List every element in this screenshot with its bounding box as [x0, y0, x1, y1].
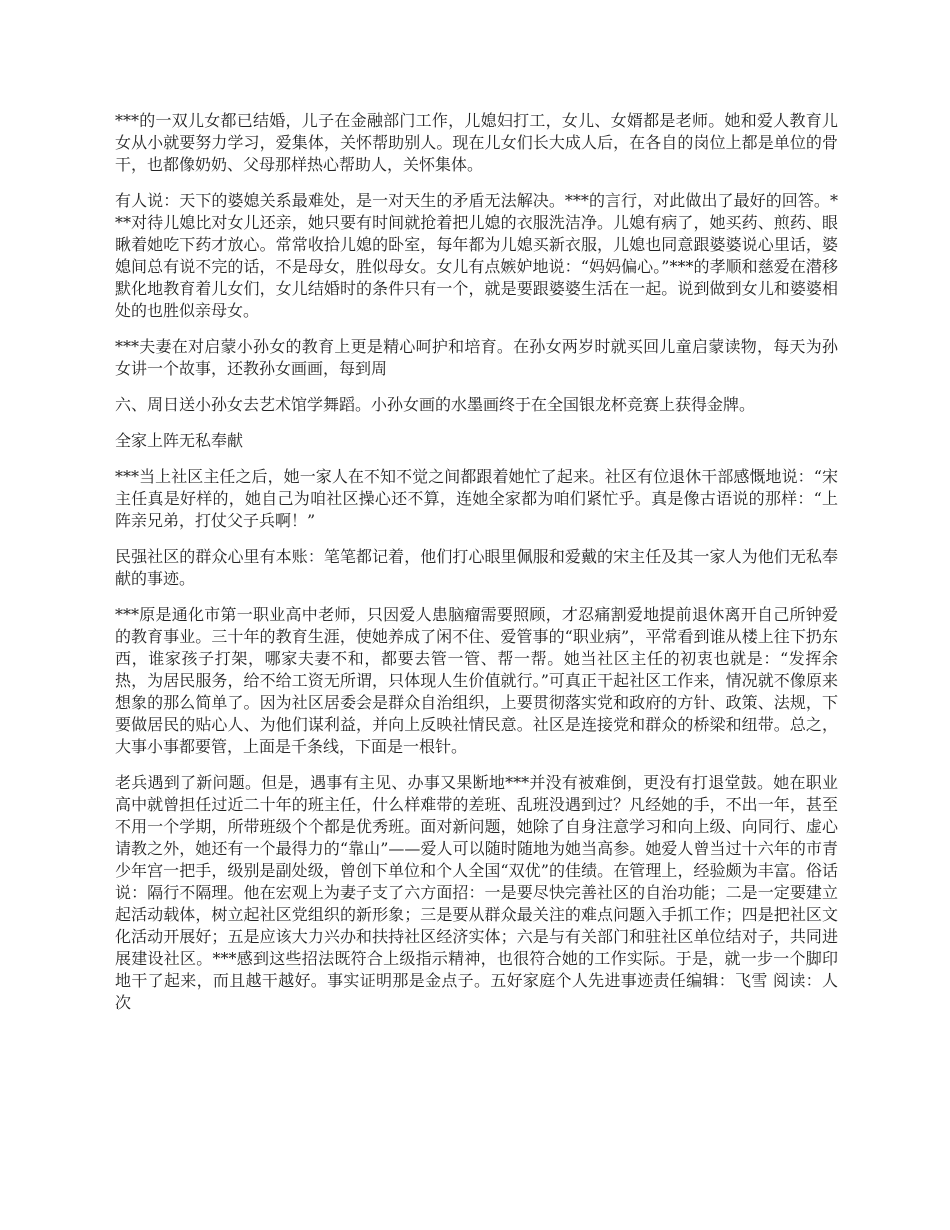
paragraph-new-problems: 老兵遇到了新问题。但是，遇事有主见、办事又果断地***并没有被难倒，更没有打退堂鼓。她在职业高中就曾担任过近二十年的班主任，什么样难带的差班、乱班没遇到过？凡经她的手，不出一年，甚至不用一个学期，所带班级个个都是优秀班。面对新问题，她除了自身注意学习和向上级、向同行、虚心请教之外，她还有一个最得力的“靠山”——爱人可以随时随地为她当高参。她爱人曾当过十六年的市青少年宫一把手，级别是副处级，曾创下单位和个人全国“双优”的佳绩。在管理上，经验颇为丰富。俗话说：隔行不隔理。他在宏观上为妻子支了六方面招：一是要尽快完善社区的自治功能；二是一定要建立起活动载体，树立起社区党组织的新形象；三是要从群众最关注的难点问题入手抓工作；四是把社区文化活动开展好；五是应该大力兴办和扶持社区经济实体；六是与有关部门和驻社区单位结对子，共同进展建设社区。***感到这些招法既符合上级指示精神，也很符合她的工作实际。于是，就一步一个脚印地干了起来，而且越干越好。事实证明那是金点子。五好家庭个人先进事迹责任编辑：飞雪 阅读：人次 [115, 773, 838, 1012]
paragraph-children-education: ***的一双儿女都已结婚，儿子在金融部门工作，儿媳妇打工，女儿、女婿都是老师。她和爱人教育儿女从小就要努力学习，爱集体，关怀帮助别人。现在儿女们长大成人后，在各自的岗位上都是单位的骨干，也都像奶奶、父母那样热心帮助人，关怀集体。 [115, 111, 838, 174]
paragraph-granddaughter-education: ***夫妻在对启蒙小孙女的教育上更是精心呵护和培育。在孙女两岁时就买回儿童启蒙读物，每天为孙女讲一个故事，还教孙女画画，每到周 [115, 337, 838, 378]
paragraph-mother-in-law-relations: 有人说：天下的婆媳关系最难处，是一对天生的矛盾无法解决。***的言行，对此做出了最好的回答。***对待儿媳比对女儿还亲，她只要有时间就抢着把儿媳的衣服洗洁净。儿媳有病了，她买药、煎药、眼瞅着她吃下药才放心。常常收拾儿媳的卧室，每年都为儿媳买新衣服，儿媳也同意跟婆婆说心里话，婆媳间总有说不完的话，不是母女，胜似母女。女儿有点嫉妒地说：“妈妈偏心。”***的孝顺和慈爱在潜移默化地教育着儿女们，女儿结婚时的条件只有一个，就是要跟婆婆生活在一起。说到做到女儿和婆婆相处的也胜似亲母女。 [115, 191, 838, 320]
paragraph-community-director: ***当上社区主任之后，她一家人在不知不觉之间都跟着她忙了起来。社区有位退休干部感慨地说：“宋主任真是好样的，她自己为咱社区操心还不算，连她全家都为咱们紧忙乎。真是像古语说的那样：“上阵亲兄弟，打仗父子兵啊！” [115, 467, 838, 530]
document-body [115, 110, 838, 1028]
paragraph-background: ***原是通化市第一职业高中老师，只因爱人患脑瘤需要照顾，才忍痛割爱地提前退休离开自己所钟爱的教育事业。三十年的教育生涯，使她养成了闲不住、爱管事的“职业病”，平常看到谁从楼上往下扔东西，谁家孩子打架，哪家夫妻不和，都要去管一管、帮一帮。她当社区主任的初衷也就是：“发挥余热，为居民服务，给不给工资无所谓，只体现人生价值就行。”可真正干起社区工作来，情况就不像原来想象的那么简单了。因为社区居委会是群众自治组织，上要贯彻落实党和政府的方针、政策、法规，下要做居民的贴心人、为他们谋利益，并向上反映社情民意。社区是连接党和群众的桥梁和纽带。总之，大事小事都要管，上面是千条线，下面是一根针。 [115, 605, 838, 756]
paragraph-granddaughter-dance: 六、周日送小孙女去艺术馆学舞蹈。小孙女画的水墨画终于在全国银龙杯竞赛上获得金牌。 [115, 395, 756, 414]
paragraph-community-appreciation: 民强社区的群众心里有本账：笔笔都记着，他们打心眼里佩服和爱戴的宋主任及其一家人为他们无私奉献的事迹。 [115, 547, 838, 588]
section-heading: 全家上阵无私奉献 [115, 431, 244, 450]
